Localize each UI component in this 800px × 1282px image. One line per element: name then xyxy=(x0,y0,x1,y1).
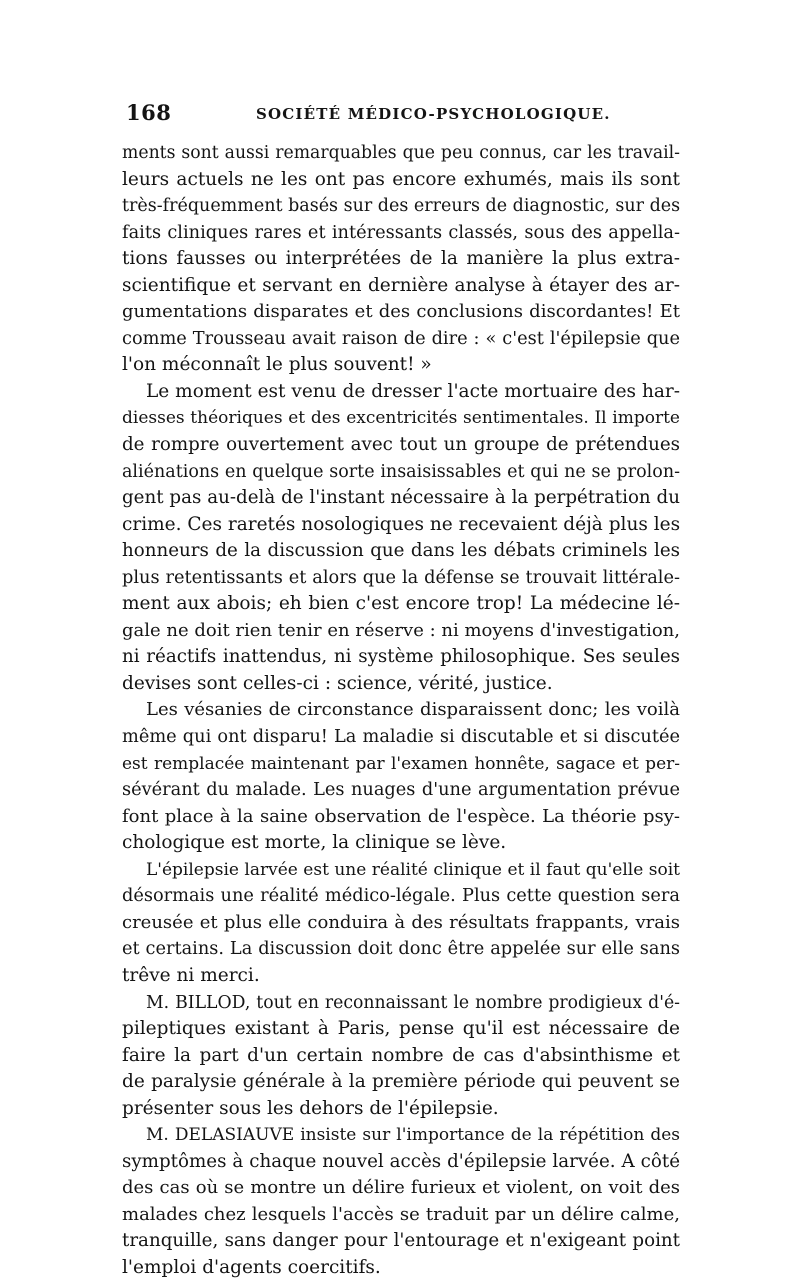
text-line: tions fausses ou interprétées de la manière la plus extra- xyxy=(122,248,680,270)
text-line: de paralysie générale à la première période qui peuvent se xyxy=(122,1071,680,1093)
text-line: est remplacée maintenant par l'examen honnête, sagace et per- xyxy=(122,753,680,774)
text-line: malades chez lesquels l'accès se traduit par un délire calme, xyxy=(122,1203,680,1225)
text-line: pileptiques existant à Paris, pense qu'il est nécessaire de xyxy=(122,1018,680,1040)
text-line: creusée et plus elle conduira à des résultats frappants, vrais xyxy=(122,911,680,933)
text-line: font place à la saine observation de l'espèce. La théorie psy- xyxy=(122,805,680,827)
text-line: crime. Ces raretés nosologiques ne recevaient déjà plus les xyxy=(122,513,681,535)
text-line: gale ne doit rien tenir en réserve : ni moyens d'investigation, xyxy=(122,619,680,641)
text-line: l'on méconnaît le plus souvent! » xyxy=(122,354,432,376)
text-line: L'épilepsie larvée est une réalité clinique et il faut qu'elle soit xyxy=(146,859,680,880)
text-line: gumentations disparates et des conclusions discordantes! Et xyxy=(122,301,680,323)
text-line: trêve ni merci. xyxy=(122,964,260,986)
text-line: tranquille, sans danger pour l'entourage et n'exigeant point xyxy=(122,1230,680,1252)
running-head xyxy=(126,100,686,130)
text-line: gent pas au-delà de l'instant nécessaire à la perpétration du xyxy=(122,487,680,509)
text-line: ments sont aussi remarquables que peu connus, car les travail- xyxy=(122,143,680,163)
text-line: M. DELASIAUVE insiste sur l'importance de la répétition des xyxy=(146,1125,680,1146)
text-line: présenter sous les dehors de l'épilepsie. xyxy=(122,1097,499,1119)
text-line: scientifique et servant en dernière analyse à étayer des ar- xyxy=(122,274,680,296)
text-line: symptômes à chaque nouvel accès d'épilepsie larvée. A côté xyxy=(122,1150,680,1172)
text-line: chologique est morte, la clinique se lève. xyxy=(122,832,507,854)
text-line: comme Trousseau avait raison de dire : « c'est l'épilepsie que xyxy=(122,328,680,349)
text-line: faire la part d'un certain nombre de cas d'absinthisme et xyxy=(122,1044,680,1066)
text-line: M. BILLOD, tout en reconnaissant le nombre prodigieux d'é- xyxy=(146,992,680,1013)
text-line: diesses théoriques et des excentricités sentimentales. Il importe xyxy=(122,408,680,429)
text-line: Le moment est venu de dresser l'acte mortuaire des har- xyxy=(146,380,680,402)
text-line: l'emploi d'agents coercitifs. xyxy=(122,1256,381,1278)
text-line: devises sont celles-ci : science, vérité, justice. xyxy=(122,672,553,694)
text-line: Les vésanies de circonstance disparaissent donc; les voilà xyxy=(146,699,680,721)
text-line: même qui ont disparu! La maladie si discutable et si discutée xyxy=(122,727,680,748)
page-number: 168 xyxy=(126,100,172,125)
text-line: honneurs de la discussion que dans les débats criminels les xyxy=(122,540,680,562)
text-line: ment aux abois; eh bien c'est encore trop! La médecine lé- xyxy=(122,593,680,615)
text-line: très-fréquemment basés sur des erreurs de diagnostic, sur des xyxy=(122,196,681,217)
text-line: faits cliniques rares et intéressants classés, sous des appella- xyxy=(122,222,680,243)
text-line: de rompre ouvertement avec tout un groupe de prétendues xyxy=(122,434,680,456)
text-line: leurs actuels ne les ont pas encore exhumés, mais ils sont xyxy=(122,168,680,190)
running-title: SOCIÉTÉ MÉDICO-PSYCHOLOGIQUE. xyxy=(256,105,611,123)
text-line: désormais une réalité médico-légale. Plus cette question sera xyxy=(122,886,680,907)
text-line: ni réactifs inattendus, ni système philosophique. Ses seules xyxy=(122,646,680,668)
text-line: plus retentissants et alors que la défense se trouvait littérale- xyxy=(122,567,680,588)
text-line: et certains. La discussion doit donc être appelée sur elle sans xyxy=(122,939,680,960)
body-text xyxy=(122,140,680,1282)
text-line: sévérant du malade. Les nuages d'une argumentation prévue xyxy=(122,780,680,801)
text-line: aliénations en quelque sorte insaisissables et qui ne se prolon- xyxy=(122,461,680,482)
text-line: des cas où se montre un délire furieux et violent, on voit des xyxy=(122,1177,680,1199)
